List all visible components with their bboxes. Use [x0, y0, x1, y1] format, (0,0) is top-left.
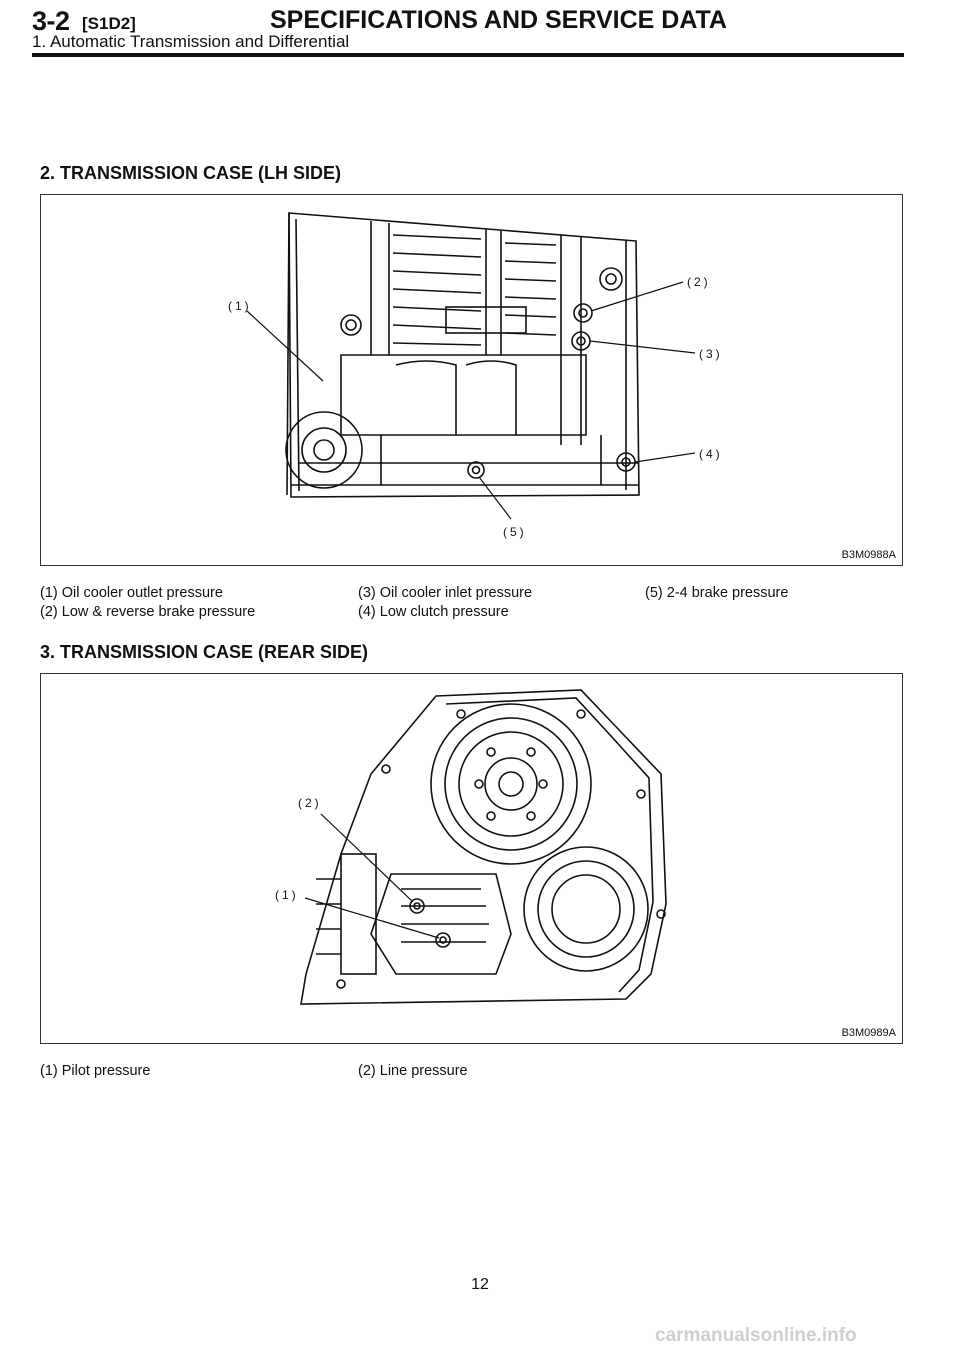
- section-heading-rear: 3. TRANSMISSION CASE (REAR SIDE): [40, 642, 369, 662]
- figure-lh-side: [40, 194, 903, 566]
- page-title: SPECIFICATIONS AND SERVICE DATA: [270, 6, 727, 34]
- figure-rear-side: [40, 673, 903, 1044]
- legend-item-4: (4) Low clutch pressure: [358, 604, 509, 620]
- callout-4: (4): [699, 447, 723, 461]
- legend-item-5: (5) 2-4 brake pressure: [645, 585, 789, 601]
- legend-rear-item-2: (2) Line pressure: [358, 1063, 468, 1079]
- lh-side-drawing: [41, 195, 902, 565]
- figure-id-lh: B3M0988A: [841, 549, 896, 561]
- callout-3: (3): [699, 347, 723, 361]
- header-rule: [32, 53, 904, 57]
- legend-item-2: (2) Low & reverse brake pressure: [40, 604, 256, 620]
- page-subtitle: 1. Automatic Transmission and Differential: [32, 32, 350, 51]
- callout-rear-1: (1): [275, 888, 299, 902]
- legend-item-3: (3) Oil cooler inlet pressure: [358, 585, 533, 601]
- section-number: 3-2: [32, 6, 70, 36]
- figure-id-rear: B3M0989A: [841, 1027, 896, 1039]
- legend-rear-item-1: (1) Pilot pressure: [40, 1063, 151, 1079]
- section-heading-lh: 2. TRANSMISSION CASE (LH SIDE): [40, 163, 342, 183]
- callout-5: (5): [503, 525, 527, 539]
- watermark: carmanualsonline.info: [655, 1325, 857, 1346]
- page-number: 12: [471, 1276, 489, 1293]
- section-code: [S1D2]: [82, 14, 136, 33]
- callout-1: (1): [228, 299, 252, 313]
- legend-item-1: (1) Oil cooler outlet pressure: [40, 585, 223, 601]
- callout-2: (2): [687, 275, 711, 289]
- callout-rear-2: (2): [298, 796, 322, 810]
- rear-side-drawing: [41, 674, 902, 1043]
